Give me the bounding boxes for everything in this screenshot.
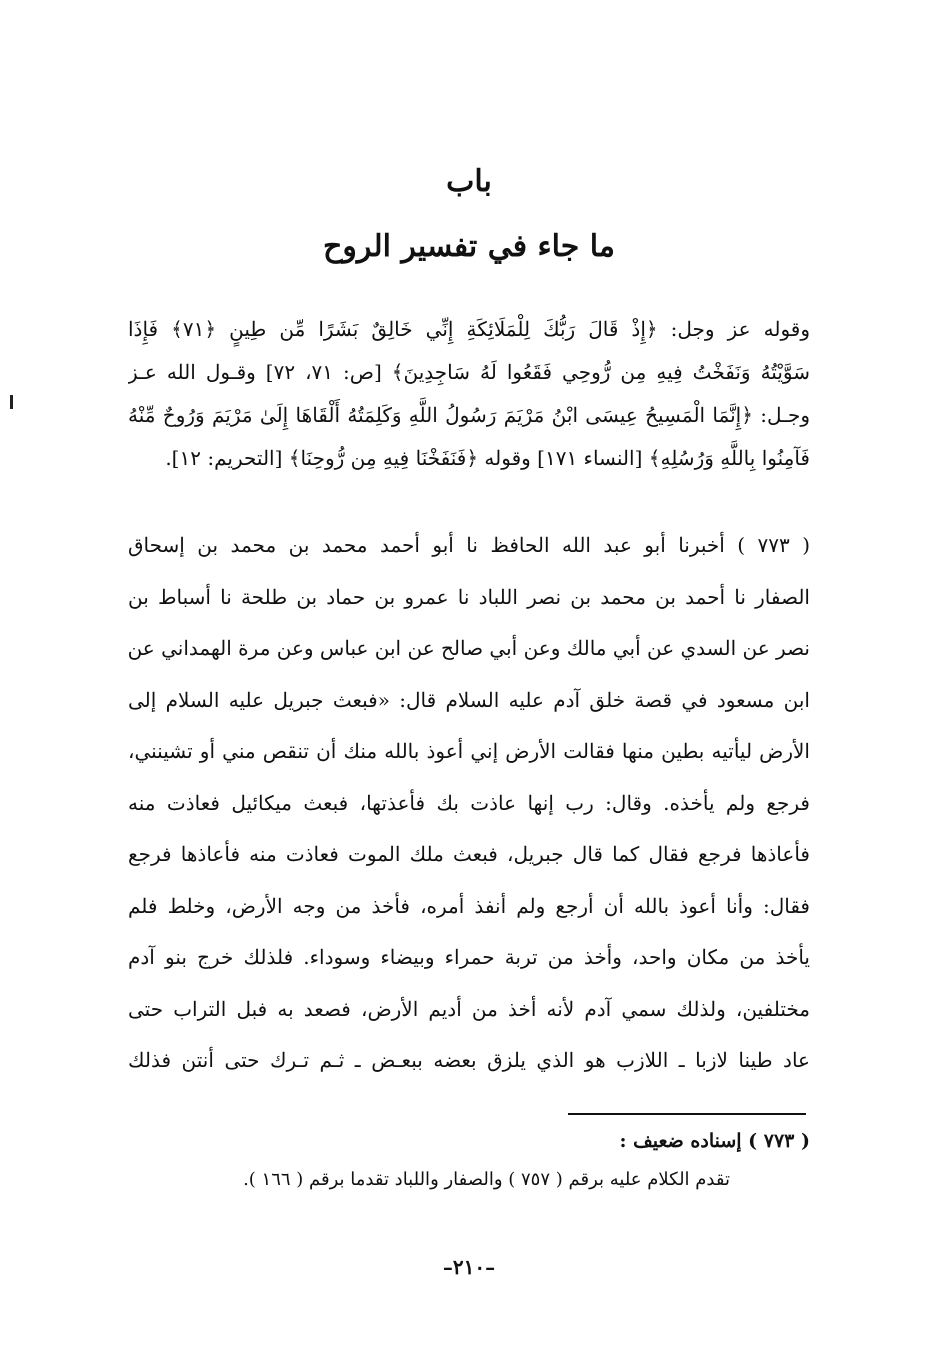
hadith-line: نصر عن السدي عن أبي مالك وعن أبي صالح عن ابن عباس وعن مرة الهمداني عن bbox=[128, 636, 810, 660]
hadith-line: ابن مسعود في قصة خلق آدم عليه السلام قال: «فبعث جبريل عليه السلام إلى bbox=[128, 687, 810, 712]
chapter-title: ما جاء في تفسير الروح bbox=[323, 229, 615, 264]
hadith-line: عاد طينا لازبا ـ اللازب هو الذي يلزق بعضه ببعـض ـ ثـم تـرك حتى أنتن فذلك bbox=[128, 1048, 810, 1072]
verse-line: وجـل: ﴿إِنَّمَا الْمَسِيحُ عِيسَى ابْنُ مَرْيَمَ رَسُولُ اللَّهِ وَكَلِمَتُهُ أَلْقَاهَا إِلَىٰ مَرْيَمَ وَرُوحٌ مِّنْهُ bbox=[128, 403, 810, 427]
footnote-title: ( ٧٧٣ ) إسناده ضعيف : bbox=[619, 1130, 810, 1152]
hadith-line: ( ٧٧٣ ) أخبرنا أبو عبد الله الحافظ نا أبو أحمد محمد بن محمد بن إسحاق bbox=[128, 533, 810, 557]
chapter-label: باب bbox=[446, 164, 492, 199]
verse-paragraph bbox=[128, 308, 810, 480]
footnote-divider bbox=[568, 1113, 806, 1115]
hadith-line: الأرض ليأتيه بطين منها فقالت الأرض إني أعوذ بالله منك أن تنقص مني أو تشينني، bbox=[128, 739, 810, 763]
footnote-text: تقدم الكلام عليه برقم ( ٧٥٧ ) والصفار واللباد تقدما برقم ( ١٦٦ ). bbox=[243, 1169, 730, 1190]
verse-line: وقوله عز وجل: ﴿إِذْ قَالَ رَبُّكَ لِلْمَلَائِكَةِ إِنِّي خَالِقٌ بَشَرًا مِّن طِينٍ ﴿٧١﴾ فَإِذَا bbox=[128, 317, 810, 341]
hadith-line: فأعاذها فرجع فقال كما قال جبريل، فبعث ملك الموت فعاذت منه فأعاذها فرجع bbox=[128, 842, 810, 866]
hadith-line: الصفار نا أحمد بن محمد بن نصر اللباد نا عمرو بن حماد بن طلحة نا أسباط بن bbox=[128, 584, 810, 609]
hadith-line: فقال: وأنا أعوذ بالله أن أرجع ولم أنفذ أمره، فأخذ من وجه الأرض، وخلط فلم bbox=[128, 893, 810, 918]
margin-mark bbox=[10, 395, 13, 409]
page-number: –٢١٠– bbox=[442, 1255, 496, 1279]
hadith-paragraph bbox=[128, 520, 810, 1087]
hadith-line: يأخذ من مكان واحد، وأخذ من تربة حمراء وبيضاء وسوداء. فلذلك خرج بنو آدم bbox=[128, 945, 810, 969]
verse-line: سَوَّيْتُهُ وَنَفَخْتُ فِيهِ مِن رُّوحِي فَقَعُوا لَهُ سَاجِدِينَ﴾ [ص: ٧١، ٧٢] وقـول الله عـز bbox=[128, 360, 810, 384]
hadith-line: مختلفين، ولذلك سمي آدم لأنه أخذ من أديم الأرض، فصعد به فبل التراب حتى bbox=[128, 996, 810, 1021]
verse-line: فَآمِنُوا بِاللَّهِ وَرُسُلِهِ﴾ [النساء ١٧١] وقوله ﴿فَنَفَخْنَا فِيهِ مِن رُّوحِنَا﴾ [التحريم: ١٢]. bbox=[165, 446, 810, 470]
hadith-line: فرجع ولم يأخذه. وقال: رب إنها عاذت بك فأعذتها، فبعث ميكائيل فعاذت منه bbox=[128, 790, 810, 815]
